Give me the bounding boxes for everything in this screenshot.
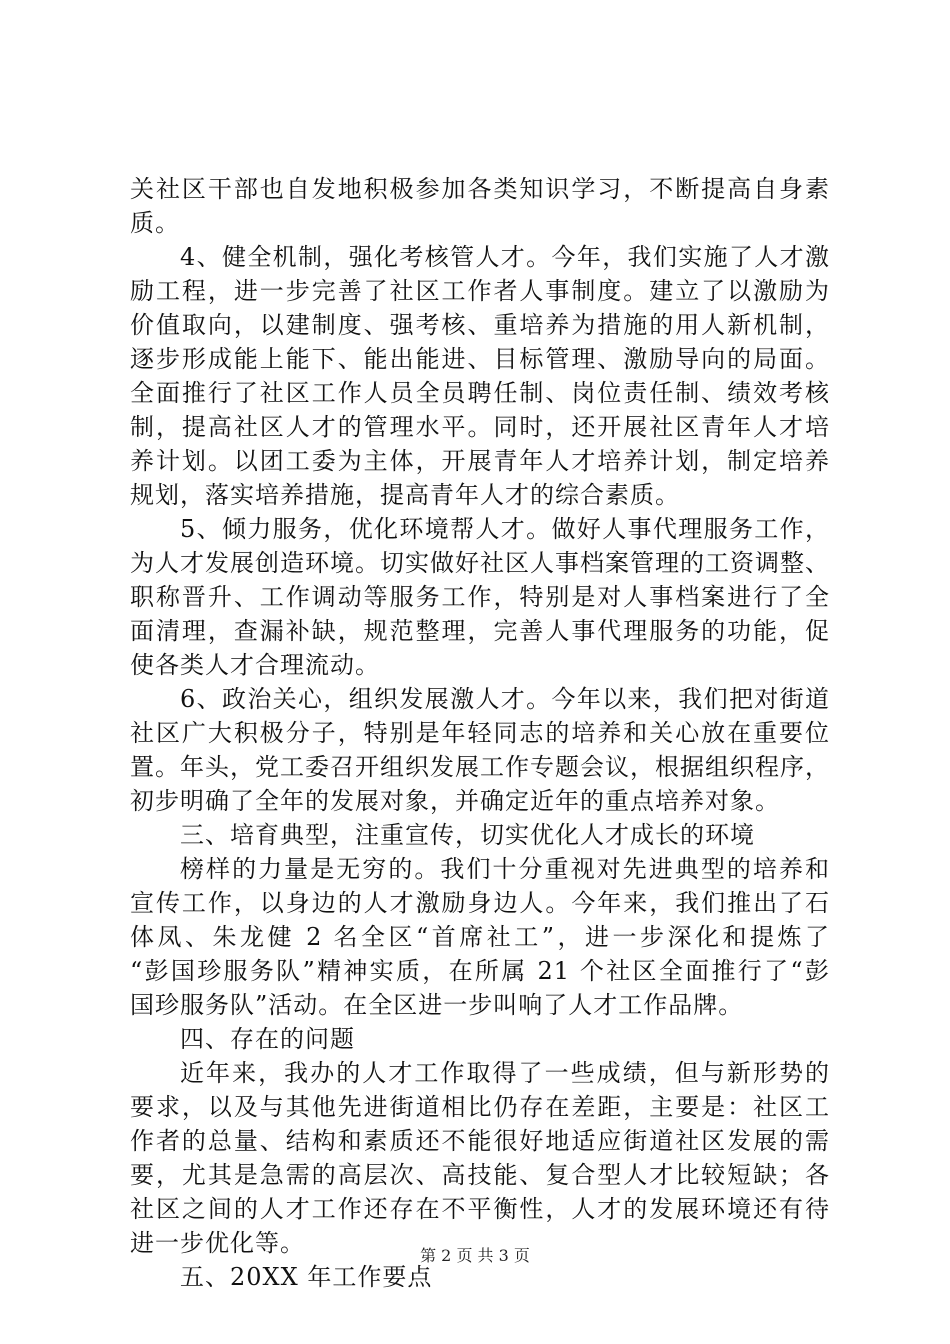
text-line: 初步明确了全年的发展对象，并确定近年的重点培养对象。 bbox=[130, 787, 780, 815]
text-line: 社区之间的人才工作还存在不平衡性，人才的发展环境还有待 bbox=[130, 1195, 830, 1223]
text-line: “彭国珍服务队”精神实质，在所属 21 个社区全面推行了“彭 bbox=[130, 957, 830, 985]
text-line: 逐步形成能上能下、能出能进、目标管理、激励导向的局面。 bbox=[130, 345, 830, 373]
section-item-6-heading-line: 6、政治关心，组织发展激人才。今年以来，我们把对街道 bbox=[180, 685, 830, 713]
text-line: 规划，落实培养措施，提高青年人才的综合素质。 bbox=[130, 481, 680, 509]
text-line: 作者的总量、结构和素质还不能很好地适应街道社区发展的需 bbox=[130, 1127, 830, 1155]
text-line: 近年来，我办的人才工作取得了一些成绩，但与新形势的 bbox=[180, 1059, 830, 1087]
text-line: 励工程，进一步完善了社区工作者人事制度。建立了以激励为 bbox=[130, 277, 830, 305]
text-line: 为人才发展创造环境。切实做好社区人事档案管理的工资调整、 bbox=[130, 549, 830, 577]
section-item-5-heading-line: 5、倾力服务，优化环境帮人才。做好人事代理服务工作， bbox=[180, 515, 830, 543]
section-heading-3: 三、培育典型，注重宣传，切实优化人才成长的环境 bbox=[180, 821, 755, 849]
text-line: 体凤、朱龙健 2 名全区“首席社工”，进一步深化和提炼了 bbox=[130, 923, 830, 951]
text-line: 养计划。以团工委为主体，开展青年人才培养计划，制定培养 bbox=[130, 447, 830, 475]
text-line: 职称晋升、工作调动等服务工作，特别是对人事档案进行了全 bbox=[130, 583, 830, 611]
section-heading-5: 五、20XX 年工作要点 bbox=[180, 1263, 433, 1291]
text-line: 全面推行了社区工作人员全员聘任制、岗位责任制、绩效考核 bbox=[130, 379, 830, 407]
page-number-footer: 第 2 页 共 3 页 bbox=[420, 1246, 530, 1265]
text-line: 制，提高社区人才的管理水平。同时，还开展社区青年人才培 bbox=[130, 413, 830, 441]
text-line: 国珍服务队”活动。在全区进一步叫响了人才工作品牌。 bbox=[130, 991, 744, 1019]
text-line: 宣传工作，以身边的人才激励身边人。今年来，我们推出了石 bbox=[130, 889, 830, 917]
document-body bbox=[130, 172, 830, 1294]
text-line: 榜样的力量是无穷的。我们十分重视对先进典型的培养和 bbox=[180, 855, 830, 883]
text-line: 使各类人才合理流动。 bbox=[130, 651, 380, 679]
text-line: 质。 bbox=[130, 209, 180, 237]
text-line: 价值取向，以建制度、强考核、重培养为措施的用人新机制， bbox=[130, 311, 830, 339]
text-line: 要，尤其是急需的高层次、高技能、复合型人才比较短缺；各 bbox=[130, 1161, 830, 1189]
text-line: 关社区干部也自发地积极参加各类知识学习，不断提高自身素 bbox=[130, 175, 830, 203]
section-heading-4: 四、存在的问题 bbox=[180, 1025, 355, 1053]
text-line: 面清理，查漏补缺，规范整理，完善人事代理服务的功能，促 bbox=[130, 617, 830, 645]
text-line: 置。年头，党工委召开组织发展工作专题会议，根据组织程序， bbox=[130, 753, 830, 781]
text-line: 进一步优化等。 bbox=[130, 1229, 305, 1257]
text-line: 社区广大积极分子，特别是年轻同志的培养和关心放在重要位 bbox=[130, 719, 830, 747]
section-item-4-heading-line: 4、健全机制，强化考核管人才。今年，我们实施了人才激 bbox=[180, 243, 830, 271]
text-line: 要求，以及与其他先进街道相比仍存在差距，主要是：社区工 bbox=[130, 1093, 830, 1121]
